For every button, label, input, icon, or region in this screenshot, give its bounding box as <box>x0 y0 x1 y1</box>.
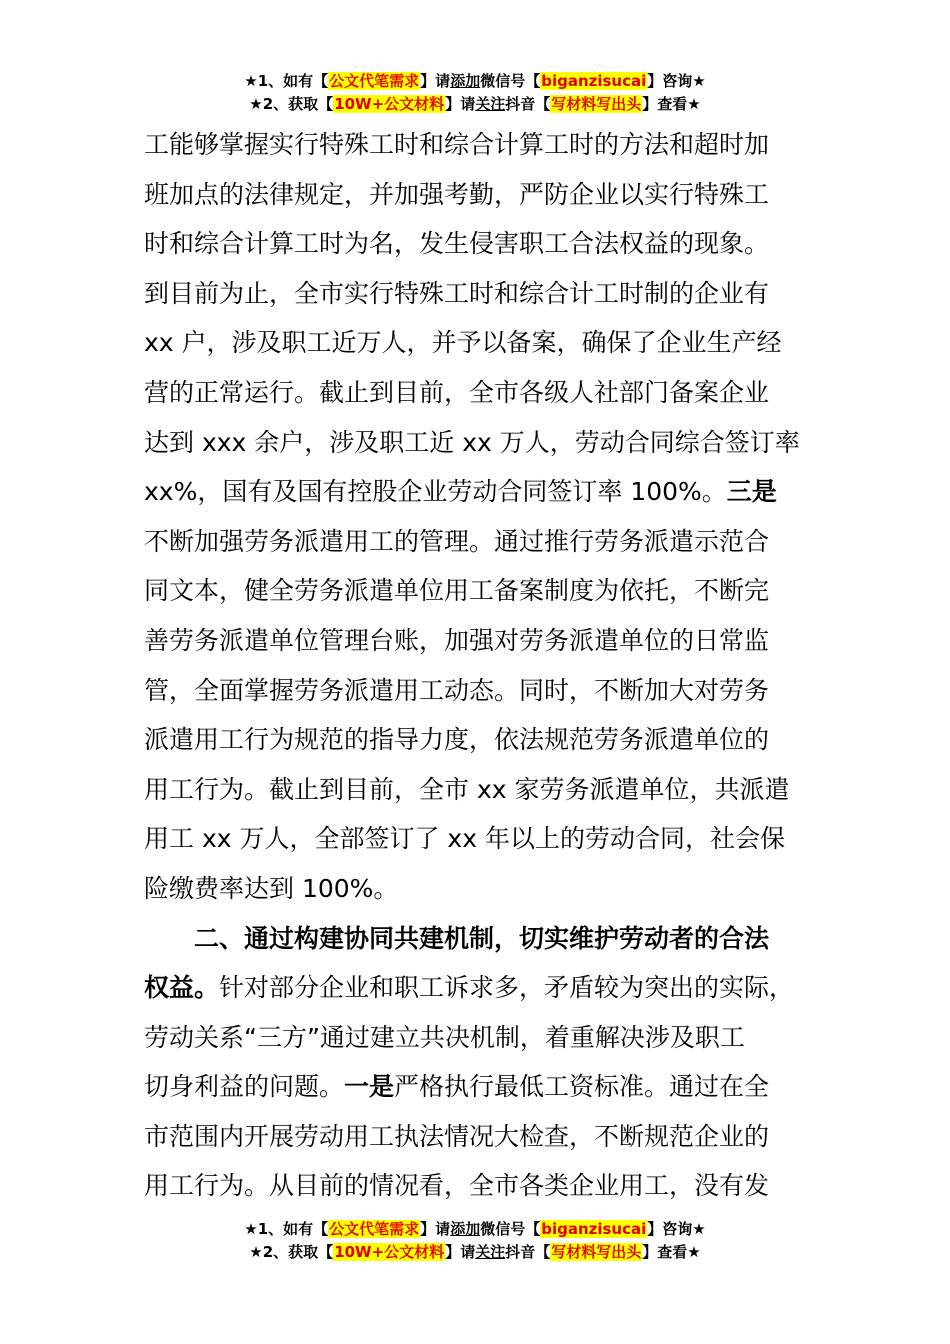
banner-highlight: 写材料写出头 <box>551 1243 642 1261</box>
body-text: 切身利益的问题。 <box>144 1072 345 1102</box>
body-line: 同文本，健全劳务派遣单位用工备案制度为依托，不断完 <box>144 576 770 606</box>
document-body <box>144 120 834 1211</box>
banner-underlined: 关注 <box>475 95 506 113</box>
body-line: 达到 xxx 余户，涉及职工近 xx 万人，劳动合同综合签订率 <box>144 427 800 457</box>
body-line: 用工 xx 万人，全部签订了 xx 年以上的劳动合同，社会保 <box>144 824 785 854</box>
body-line: 管，全面掌握劳务派遣用工动态。同时，不断加大对劳务 <box>144 675 770 705</box>
banner-underlined: 关注 <box>475 1243 506 1261</box>
banner-highlight: 10W+公文材料 <box>334 1243 445 1261</box>
banner-text: 】请 <box>445 1243 476 1261</box>
banner-text: ★1、如有【 <box>244 1220 329 1238</box>
body-text: 针对部分企业和职工诉求多，矛盾较为突出的实际， <box>219 973 795 1003</box>
body-line: 不断加强劳务派遣用工的管理。通过推行劳务派遣示范合 <box>144 526 770 556</box>
body-line: 派遣用工行为规范的指导力度，依法规范劳务派遣单位的 <box>144 725 770 755</box>
banner-text: 微信号【 <box>480 1220 541 1238</box>
banner-text: ★1、如有【 <box>244 72 329 90</box>
body-line: 工能够掌握实行特殊工时和综合计算工时的方法和超时加 <box>144 130 770 159</box>
body-line <box>144 963 834 1013</box>
body-line: 市范围内开展劳动用工执法情况大检查，不断规范企业的 <box>144 1121 770 1151</box>
banner-text: 】咨询★ <box>647 1220 706 1238</box>
body-line <box>144 1062 834 1112</box>
banner-text: 】查看★ <box>642 95 701 113</box>
heading-text: 权益。 <box>144 973 220 1003</box>
bold-marker: 三是 <box>726 477 777 507</box>
banner-highlight: 公文代笔需求 <box>329 1220 420 1238</box>
banner-text: 】请 <box>445 95 476 113</box>
banner-text: 】请 <box>420 72 451 90</box>
body-line: 班加点的法律规定，并加强考勤，严防企业以实行特殊工 <box>144 179 770 209</box>
banner-highlight: 10W+公文材料 <box>334 95 445 113</box>
bold-marker: 一是 <box>344 1072 395 1102</box>
section-heading <box>144 914 834 964</box>
body-line: 劳动关系“三方”通过建立共决机制，着重解决涉及职工 <box>144 1022 745 1052</box>
banner-underlined: 添加 <box>450 72 481 90</box>
banner-highlight: biganzisucai <box>541 72 647 90</box>
body-line: 营的正常运行。截止到目前，全市各级人社部门备案企业 <box>144 377 770 407</box>
body-line: 用工行为。截止到目前，全市 xx 家劳务派遣单位，共派遣 <box>144 774 790 804</box>
body-line <box>144 467 834 517</box>
promo-banner-top-line-1 <box>0 70 950 92</box>
heading-text: 二、通过构建协同共建机制，切实维护劳动者的合法 <box>194 923 770 953</box>
body-line: 险缴费率达到 100%。 <box>144 873 399 903</box>
banner-underlined: 添加 <box>450 1220 481 1238</box>
banner-text: 微信号【 <box>480 72 541 90</box>
body-line: xx 户，涉及职工近万人，并予以备案，确保了企业生产经 <box>144 328 782 358</box>
body-line: 到目前为止，全市实行特殊工时和综合计工时制的企业有 <box>144 278 770 308</box>
promo-banner-bottom-line-1 <box>0 1218 950 1240</box>
banner-text: 】咨询★ <box>647 72 706 90</box>
banner-highlight: biganzisucai <box>541 1220 647 1238</box>
body-text: xx%，国有及国有控股企业劳动合同签订率 100%。 <box>144 477 727 507</box>
banner-text: ★2、获取【 <box>249 95 334 113</box>
body-line: 时和综合计算工时为名，发生侵害职工合法权益的现象。 <box>144 229 770 259</box>
body-text: 严格执行最低工资标准。通过在全 <box>394 1072 770 1102</box>
banner-text: 抖音【 <box>505 95 551 113</box>
body-line: 善劳务派遣单位管理台账，加强对劳务派遣单位的日常监 <box>144 625 770 655</box>
promo-banner-top-line-2 <box>0 93 950 115</box>
banner-text: 抖音【 <box>505 1243 551 1261</box>
banner-highlight: 公文代笔需求 <box>329 72 420 90</box>
body-line: 用工行为。从目前的情况看，全市各类企业用工，没有发 <box>144 1171 770 1201</box>
banner-text: ★2、获取【 <box>249 1243 334 1261</box>
banner-highlight: 写材料写出头 <box>551 95 642 113</box>
banner-text: 】查看★ <box>642 1243 701 1261</box>
promo-banner-bottom-line-2 <box>0 1241 950 1263</box>
banner-text: 】请 <box>420 1220 451 1238</box>
